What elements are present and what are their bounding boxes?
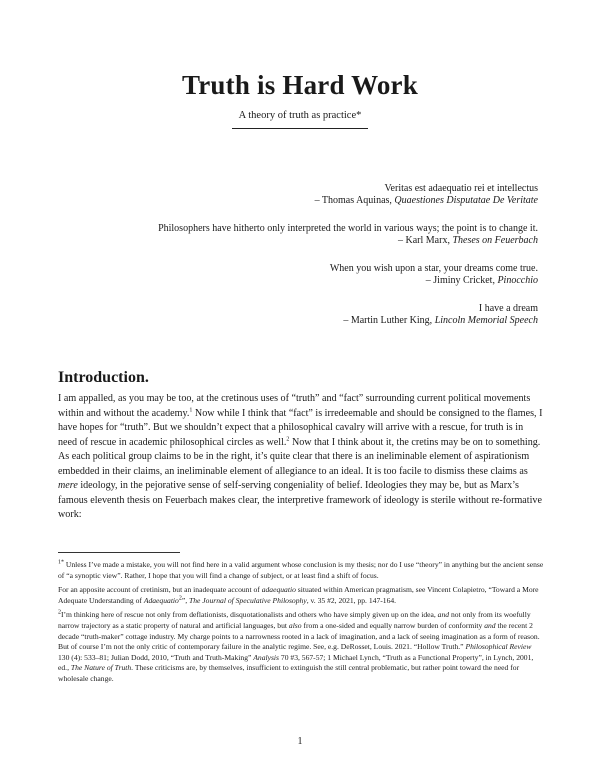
epigraph-quote: Veritas est adaequatio rei et intellectus	[384, 183, 538, 194]
footnote-text: the recent 2 decade “truth-maker” cottage industry. My charge points to a narrowness rooted in a lack of imagination, and a lack of seeing imagination as a form of reason. But of course I’m not the only critic of contemporary failure in the analytic regime. See, e.g. DeRosset, Louis. 2021. “Hollow Truth.”	[58, 620, 540, 652]
footnote-emphasis: Adaequatio	[143, 595, 179, 605]
footnote-1-continued	[58, 585, 544, 606]
footnote-text: I’m thinking here of rescue not only from deflationists, disquotationalists and others who have simply given up on the idea,	[61, 610, 438, 620]
footnote-text: from a one-sided and equally narrow burden of conformity	[301, 620, 485, 630]
footnote-text: Unless I’ve made a mistake, you will not find here in a valid argument whose conclusion is my thesis; nor do I use “theory” in anything but the ancient sense of “a synoptic view”. Rather, I hope that you will find a change of subject, or at least find a shift of focus.	[58, 560, 544, 580]
footnote-text: 130 (4): 533–81; Julian Dodd, 2010, “Truth and Truth-Making”	[58, 652, 254, 662]
footnote-sup: 2	[178, 595, 182, 602]
footnote-1	[58, 560, 544, 581]
paragraph-text: Now that I think about it, the cretins may be on to something. As each political group claims to be in the right, it’s quite clear that there is an ineliminable element of aspirationism embedded in their claims, an ineliminable element of allegiance to an ideal. It is too facile to dismiss these claims as	[58, 436, 541, 477]
epigraph-king	[58, 303, 538, 327]
epigraph-attribution	[58, 195, 538, 207]
epigraph-marx	[58, 223, 538, 247]
epigraph-author: – Karl Marx,	[398, 235, 453, 246]
intro-paragraph	[58, 392, 544, 523]
footnote-mark: 2	[58, 609, 61, 616]
footnote-2	[58, 610, 544, 684]
footnote-emphasis: The Journal of Speculative Philosophy	[189, 595, 307, 605]
epigraph-work: Theses on Feuerbach	[452, 235, 538, 246]
epigraph-cricket	[58, 263, 538, 287]
title-divider	[232, 128, 368, 129]
footnotes	[58, 560, 544, 689]
footnote-text: , v. 35 #2, 2021, pp. 147-164.	[306, 595, 397, 605]
epigraph-aquinas	[58, 183, 538, 207]
footnote-mark: 1*	[58, 559, 64, 566]
epigraph-attribution	[58, 235, 538, 247]
footnote-text: situated within American pragmatism, see Vincent Colapietro, “Toward a More Adequate Understanding of	[58, 585, 539, 605]
footnote-emphasis: also	[288, 620, 302, 630]
footnote-emphasis: adaequatio	[261, 585, 296, 595]
epigraph-author: – Thomas Aquinas,	[314, 195, 395, 206]
paper-subtitle: A theory of truth as practice*	[238, 110, 362, 121]
footnote-emphasis: and	[484, 620, 496, 630]
epigraph-quote: I have a dream	[478, 303, 538, 314]
epigraph-work: Lincoln Memorial Speech	[434, 315, 538, 326]
footnote-text: ”,	[181, 595, 190, 605]
epigraph-work: Pinocchio	[497, 275, 538, 286]
footnote-text: . These criticisms are, by themselves, insufficient to extinguish the still central problematic, but rather point toward the need for wholesale change.	[58, 663, 520, 683]
footnote-emphasis: and	[437, 610, 450, 620]
footnote-emphasis: Philosophical Review	[465, 642, 532, 652]
epigraph-attribution	[58, 315, 538, 327]
footnote-divider	[58, 552, 180, 553]
paragraph-text: ideology, in the pejorative sense of self-serving congeniality of belief. Ideologies they may be, but as Marx’s famous eleventh thesis on Feuerbach makes clear, the interpretive framework of ideology is sterile without re-formative work:	[58, 480, 542, 520]
footnote-emphasis: Analysis	[253, 652, 279, 662]
epigraph-attribution	[58, 275, 538, 287]
epigraph-quote: Philosophers have hitherto only interpreted the world in various ways; the point is to change it.	[158, 223, 538, 234]
epigraphs	[58, 183, 538, 343]
footnote-ref-2[interactable]: 2	[286, 436, 290, 443]
page-number: 1	[297, 736, 303, 747]
epigraph-quote: When you wish upon a star, your dreams come true.	[329, 263, 538, 274]
footnote-text: 70 #3, 567-57; 1 Michael Lynch, “Truth as a Functional Property”, in Lynch, 2001, ed.,	[58, 652, 534, 673]
epigraph-author: – Jiminy Cricket,	[425, 275, 498, 286]
paragraph-text: I am appalled, as you may be too, at the cretinous uses of “truth” and “fact” surrounding current political movements within and without the academy.	[58, 393, 531, 419]
paragraph-emphasis: mere	[58, 480, 78, 491]
paper-title: Truth is Hard Work	[182, 70, 418, 100]
section-heading: Introduction.	[58, 369, 149, 386]
footnote-emphasis: The Nature of Truth	[70, 663, 132, 673]
footnote-ref-1[interactable]: 1	[189, 407, 193, 414]
epigraph-author: – Martin Luther King,	[343, 315, 435, 326]
footnote-text: For an apposite account of cretinism, but an inadequate account of	[58, 585, 262, 595]
epigraph-work: Quaestiones Disputatae De Veritate	[394, 195, 538, 206]
footnote-text: not only from its woefully narrow trajectory as a static property of natural and artificial languages, but	[58, 610, 531, 630]
paragraph-text: Now while I think that “fact” is irredeemable and should be consigned to the flames, I have hopes for “truth”. But we shouldn’t expect that a philosophical cavalry will arrive with a rescue, for truth is in need of rescue in academic philosophical circles as well.	[58, 407, 543, 448]
